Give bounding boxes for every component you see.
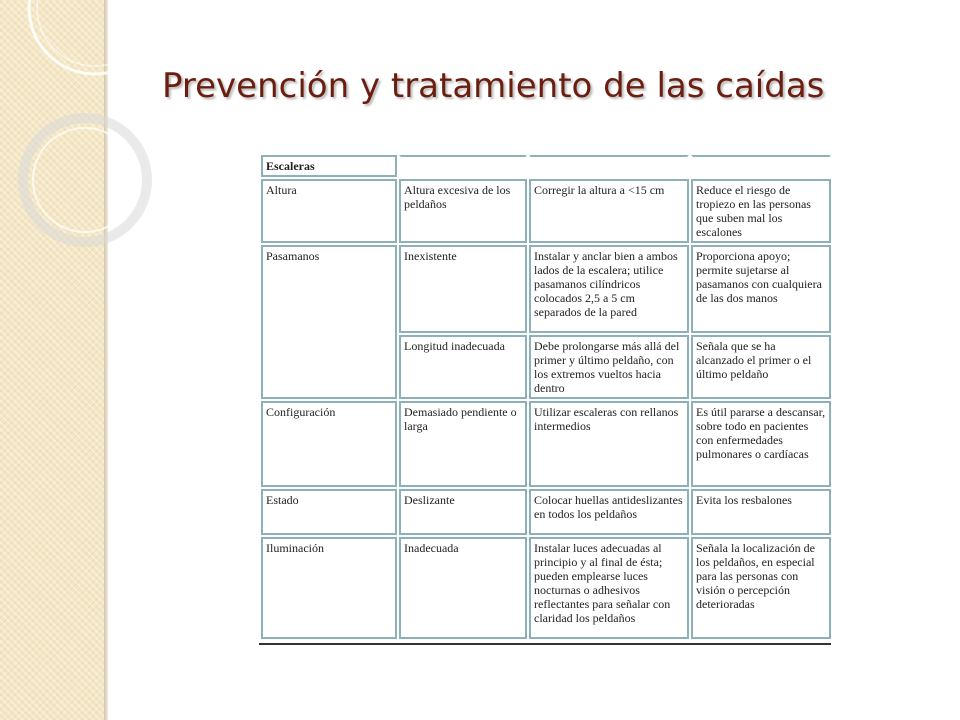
table-row — [261, 245, 831, 333]
table-row — [261, 401, 831, 487]
feature-cell: Estado — [261, 489, 397, 535]
benefit-cell: Señala la localización de los peldaños, en especial para las personas con visión o percepción deterioradas — [691, 537, 831, 639]
empty-header-cell — [529, 155, 689, 177]
benefit-cell: Es útil pararse a descansar, sobre todo en pacientes con enfermedades pulmonares o cardíacas — [691, 401, 831, 487]
table-bottom-rule — [259, 643, 831, 645]
problem-cell: Longitud inadecuada — [399, 335, 527, 399]
table-row — [261, 179, 831, 243]
problem-cell: Altura excesiva de los peldaños — [399, 179, 527, 243]
section-header-cell: Escaleras — [261, 155, 397, 177]
benefit-cell: Reduce el riesgo de tropiezo en las personas que suben mal los escalones — [691, 179, 831, 243]
feature-cell: Configuración — [261, 401, 397, 487]
benefit-cell: Señala que se ha alcanzado el primer o el último peldaño — [691, 335, 831, 399]
empty-header-cell — [691, 155, 831, 177]
table-row — [261, 489, 831, 535]
solution-cell: Colocar huellas antideslizantes en todos los peldaños — [529, 489, 689, 535]
solution-cell: Debe prolongarse más allá del primer y último peldaño, con los extremos vueltos hacia dentro — [529, 335, 689, 399]
table-row — [261, 537, 831, 639]
problem-cell: Inexistente — [399, 245, 527, 333]
benefit-cell: Proporciona apoyo; permite sujetarse al pasamanos con cualquiera de las dos manos — [691, 245, 831, 333]
feature-cell: Iluminación — [261, 537, 397, 639]
empty-header-cell — [399, 155, 527, 177]
problem-cell: Inadecuada — [399, 537, 527, 639]
solution-cell: Utilizar escaleras con rellanos intermedios — [529, 401, 689, 487]
solution-cell: Instalar luces adecuadas al principio y al final de ésta; pueden emplearse luces nocturnas o adhesivos reflectantes para señalar con claridad los peldaños — [529, 537, 689, 639]
problem-cell: Demasiado pendiente o larga — [399, 401, 527, 487]
sidebar-edge — [104, 0, 108, 720]
feature-cell: Pasamanos — [261, 245, 397, 399]
stairs-safety-table — [259, 153, 831, 645]
decorative-sidebar — [0, 0, 104, 720]
solution-cell: Corregir la altura a <15 cm — [529, 179, 689, 243]
page-title: Prevención y tratamiento de las caídas — [162, 66, 825, 106]
solution-cell: Instalar y anclar bien a ambos lados de la escalera; utilice pasamanos cilíndricos colocados 2,5 a 5 cm separados de la pared — [529, 245, 689, 333]
problem-cell: Deslizante — [399, 489, 527, 535]
benefit-cell: Evita los resbalones — [691, 489, 831, 535]
feature-cell: Altura — [261, 179, 397, 243]
table-section-header-row — [261, 155, 831, 177]
